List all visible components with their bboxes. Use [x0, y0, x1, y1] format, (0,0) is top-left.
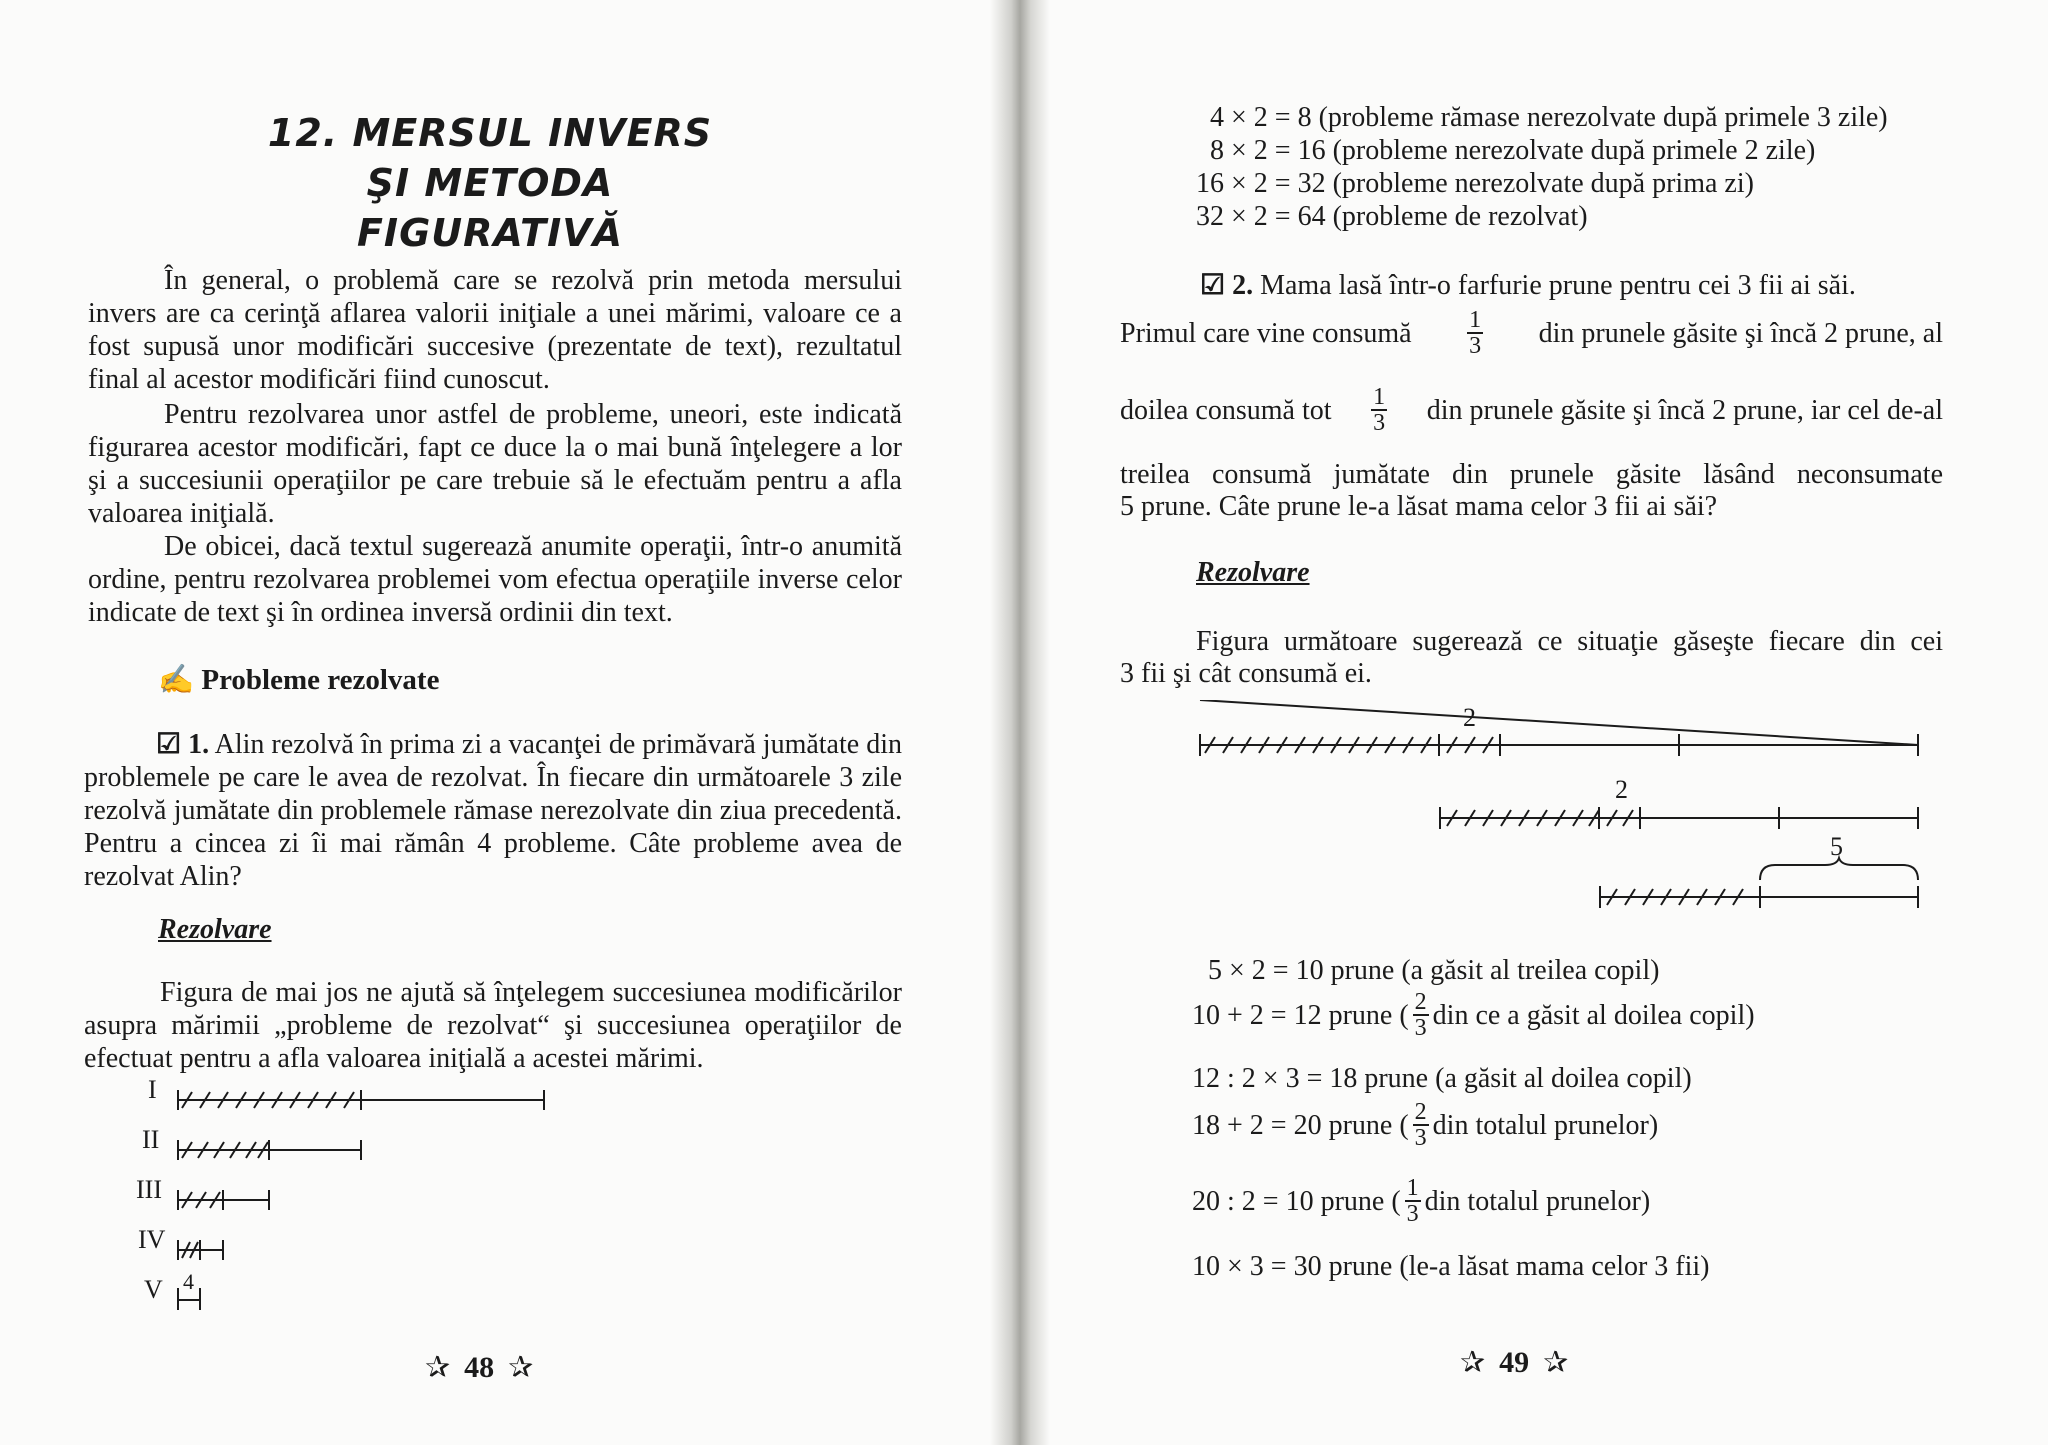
halving-diagram	[130, 1075, 570, 1315]
calc-result-2a: 10 + 2 = 12 prune (	[1192, 999, 1409, 1031]
section-heading-text: Probleme rezolvate	[201, 664, 440, 696]
star-icon: ✰	[1460, 1346, 1486, 1379]
left-page	[0, 0, 1005, 1445]
problem-2-line-2a: Primul care vine consumă	[1120, 317, 1412, 349]
page-number-left	[425, 1350, 533, 1385]
fraction-two-thirds: $\frac{2}{3}$	[1414, 1099, 1427, 1151]
figure-description-right-1: Figura următoare sugerează ce situaţie găseşte fiecare din cei	[1196, 626, 1943, 657]
row-label-1: I	[148, 1075, 157, 1104]
row-label-4: IV	[138, 1225, 166, 1254]
book-spine	[990, 0, 1050, 1445]
right-page	[1005, 0, 2048, 1445]
calc-result-2b: din ce a găsit al doilea copil)	[1432, 999, 1755, 1031]
star-icon: ✰	[508, 1351, 534, 1384]
checkbox-icon: ☑	[1200, 270, 1226, 301]
problem-2-intro: Mama lasă într-o farfurie prune pentru cei 3 fii ai săi.	[1260, 270, 1856, 301]
rezolvare-heading-left: Rezolvare	[158, 914, 272, 945]
fraction-one-third: $\frac{1}{3}$	[1373, 384, 1386, 436]
diagram-label-5: 5	[1830, 832, 1843, 861]
intro-paragraph-3: De obicei, dacă textul sugerează anumite operaţii, într-o anumită ordine, pentru rezolvarea problemei vom efectua operaţiile inverse celor indicate de text şi în ordinea inversă ordinii din text.	[88, 531, 902, 628]
star-icon: ✰	[1543, 1346, 1569, 1379]
problem-2-line-2	[1120, 308, 1943, 358]
page-number-left-value: 48	[464, 1351, 495, 1384]
problem-2-line-3b: din prunele găsite şi încă 2 prune, iar cel de-al	[1426, 394, 1943, 426]
calc-result-4b: din totalul prunelor)	[1432, 1109, 1659, 1141]
calc-result-6: 10 × 3 = 30 prune (le-a lăsat mama celor 3 fii)	[1192, 1251, 1710, 1282]
problem-2-line-3a: doilea consumă tot	[1120, 394, 1332, 426]
calc-line-4: 32 × 2 = 64 (probleme de rezolvat)	[1196, 201, 1588, 232]
problem-2-line-1	[1200, 269, 1856, 302]
calc-line-3: 16 × 2 = 32 (probleme nerezolvate după prima zi)	[1196, 168, 1754, 199]
intro-paragraph-1: În general, o problemă care se rezolvă prin metoda mersului invers are ca cerinţă aflarea valorii iniţiale a unei mărimi, valoare ce a fost supusă unor modificări succesive (prezentate de text), rezultatul final al acestor modificări fiind cunoscut.	[88, 265, 902, 395]
diagram-label-2b: 2	[1615, 775, 1628, 804]
calc-result-4a: 18 + 2 = 20 prune (	[1192, 1109, 1409, 1141]
calc-result-5	[1192, 1176, 1650, 1226]
chapter-title-line2: ŞI METODA FIGURATIVĂ	[356, 161, 624, 255]
chapter-title	[250, 108, 730, 258]
calc-result-2	[1192, 990, 1755, 1040]
row-label-5: V	[144, 1275, 163, 1304]
figure-description-left: Figura de mai jos ne ajută să înţelegem succesiunea modificărilor asupra mărimii „probleme de rezolvat“ şi succesiunea operaţiilor de efectuat pentru a afla valoarea iniţială a acestei mărimi.	[84, 977, 902, 1074]
problem-2-line-3	[1120, 385, 1943, 435]
page-number-right-value: 49	[1499, 1346, 1530, 1379]
calc-line-1: 4 × 2 = 8 (probleme rămase nerezolvate după primele 3 zile)	[1210, 102, 1888, 133]
row-label-3: III	[136, 1175, 162, 1204]
intro-paragraph-2: Pentru rezolvarea unor astfel de probleme, uneori, este indicată figurarea acestor modificări, fapt ce duce la o mai bună înţelegere a lor şi a succesiunii operaţiilor pe care trebuie să le efectuăm pentru a afla valoarea iniţială.	[88, 399, 902, 529]
problem-1-number: 1.	[188, 729, 210, 760]
checkbox-icon: ☑	[156, 729, 182, 760]
problem-2-line-2b: din prunele găsite şi încă 2 prune, al	[1538, 317, 1943, 349]
calc-result-1: 5 × 2 = 10 prune (a găsit al treilea copil)	[1208, 955, 1660, 986]
section-heading	[158, 663, 439, 697]
problem-2-number: 2.	[1232, 270, 1254, 301]
star-icon: ✰	[425, 1351, 451, 1384]
problem-1-body: Alin rezolvă în prima zi a vacanţei de primăvară jumătate din problemele pe care le avea de rezolvat. În fiecare din următoarele 3 zile rezolvă jumătate din problemele rămase nerezolvate din ziua precedentă. Pentru a cincea zi îi mai rămân 4 probleme. Câte probleme avea de rezolvat Alin?	[84, 729, 902, 892]
calc-result-4	[1192, 1100, 1658, 1150]
writing-hand-icon: ✍	[158, 664, 195, 696]
row-5-value: 4	[183, 1269, 194, 1294]
problem-1-text	[84, 728, 902, 893]
problem-2-line-4: treilea consumă jumătate din prunele găsite lăsând neconsumate	[1120, 459, 1943, 490]
row-label-2: II	[142, 1125, 160, 1154]
fraction-two-thirds: $\frac{2}{3}$	[1414, 989, 1427, 1041]
calc-result-3: 12 : 2 × 3 = 18 prune (a găsit al doilea copil)	[1192, 1063, 1692, 1094]
fraction-one-third: $\frac{1}{3}$	[1406, 1175, 1419, 1227]
brace-five	[1760, 858, 1918, 880]
calc-result-5b: din totalul prunelor)	[1424, 1185, 1651, 1217]
rezolvare-heading-right: Rezolvare	[1196, 557, 1310, 588]
calc-result-5a: 20 : 2 = 10 prune (	[1192, 1185, 1401, 1217]
page-number-right	[1460, 1345, 1568, 1380]
problem-2-line-5: 5 prune. Câte prune le-a lăsat mama celor 3 fii ai săi?	[1120, 491, 1718, 522]
prune-diagram	[1185, 700, 1925, 920]
calc-line-2: 8 × 2 = 16 (probleme nerezolvate după primele 2 zile)	[1210, 135, 1816, 166]
fraction-one-third: $\frac{1}{3}$	[1469, 307, 1482, 359]
chapter-title-line1: 12. MERSUL INVERS	[267, 111, 713, 155]
figure-description-right-2: 3 fii şi cât consumă ei.	[1120, 658, 1372, 689]
